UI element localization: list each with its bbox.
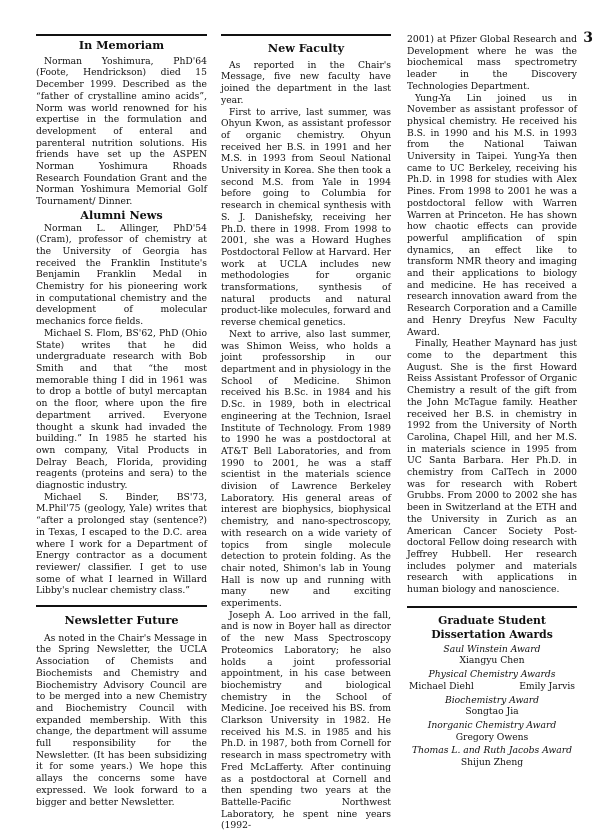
dissertation-awards-section (407, 606, 577, 769)
alumni-paragraph: Michael S. Flom, BS'62, PhD (Ohio State) writes that he did undergraduate research with Bob Smith and that “the most memorable thing I did in 1961 was to drop a bottle of butyl mercaptan on the floor, where upon the fire department arrived. Everyone thought a skunk had invaded the building.” In 1985 he started his own company, Vital Products in Delray Beach, Florida, providing reagents (proteins and sera) to the diagnostic industry. (36, 327, 207, 492)
award-winner: Gregory Owens (455, 731, 529, 743)
memoriam-paragraph: Norman Yoshimura, PhD'64 (Foote, Hendrickson) died 15 December 1999. Described as the “father of crystalline amino acids”, Norm was world renowned for his expertise in the formulation and development of enteral and parenteral nutrition solutions. His friends have set up the ASPEN Norman Yoshimura Rhoads Research Foundation Grant and the Norman Yoshimura Memorial Golf Tournament/ Dinner. (36, 55, 207, 208)
new-faculty-paragraph: First to arrive, last summer, was Ohyun Kwon, as assistant professor of organic chemistry. Ohyun received her B.S. in 1991 and her M.S. in 1993 from Seoul National University in Korea. She then took a second M.S. from Yale in 1994 before going to Columbia for research in chemical synthesis with S. J. Danishefsky, receiving her Ph.D. there in 1998. From 1998 to 2001, she was a Howard Hughes Postdoctoral Fellow at Harvard. Her work at UCLA includes new methodologies for organic transformations, synthesis of natural products and natural product-like molecules, forward and reverse chemical genetics. (221, 106, 391, 329)
award-title: Biochemistry Award (444, 694, 540, 706)
awards-heading-line1: Graduate Student (438, 613, 546, 627)
alumni-paragraph: Michael S. Binder, BS'73, M.Phil'75 (geology, Yale) writes that “after a prolonged stay (sentence?) in Texas, I escaped to the D.C. area where I work for a Department of Energy contractor as a document reviewer/ classifier. I get to use some of what I learned in Willard Libby's nuclear chemistry class.” (36, 491, 207, 597)
new-faculty-heading: New Faculty (267, 41, 345, 55)
section-rule (36, 34, 207, 36)
column-middle (221, 34, 391, 832)
award-title: Thomas L. and Ruth Jacobs Award (411, 745, 573, 757)
newsletter-future-paragraph: As noted in the Chair's Message in the Spring Newsletter, the UCLA Association of Chemists and Biochemists and Chemistry and Biochemistry Advisory Council are to be merged into a new Chemistry and Biochemistry Council with expanded membership. With this change, the department will assume full responsibility for the Newsletter. (It has been subsidizing it for some years.) We hope this allays the concerns some have expressed. We look forward to a bigger and better Newsletter. (36, 632, 207, 808)
award-winner: Michael Diehl (409, 680, 474, 692)
page-number: 3 (583, 30, 593, 46)
new-faculty-paragraph: Finally, Heather Maynard has just come to the department this August. She is the first Howard Reiss Assistant Professor of Organic Chemistry a result of the gift from the John McTague family. Heather received her B.S. in chemistry in 1992 from the University of North Carolina, Chapel Hill, and her M.S. in materials science in 1995 from UC Santa Barbara. Her Ph.D. in chemistry from CalTech in 2000 was for research with Robert Grubbs. From 2000 to 2002 she has been in Switzerland at the ETH and the University in Zurich as an American Cancer Society Post-doctoral Fellow doing research with Jeffrey Hubbell. Her research includes polymer and materials research with applications in human biology and nanoscience. (407, 338, 577, 596)
continued-paragraph: 2001) at Pfizer Global Research and Development where he was the biochemical mass spectrometry leader in the Discovery Technologies Department. (407, 34, 577, 92)
award-title: Physical Chemistry Awards (428, 669, 556, 681)
column-right (407, 34, 577, 769)
award-winner-pair (407, 681, 577, 693)
award-title: Inorganic Chemistry Award (427, 719, 557, 731)
awards-heading-line2: Dissertation Awards (431, 627, 553, 641)
section-rule (407, 606, 577, 608)
award-title: Saul Winstein Award (443, 643, 541, 655)
new-faculty-paragraph: Yung-Ya Lin joined us in November as assistant professor of physical chemistry. He received his B.S. in 1990 and his M.S. in 1993 from the National Taiwan University in Taipei. Yung-Ya then came to UC Berkeley, receiving his Ph.D. in 1998 for studies with Alex Pines. From 1998 to 2001 he was a postdoctoral fellow with Warren Warren at Princeton. He has shown how chaotic effects can provide powerful amplification of spin dynamics, an effect like to transform NMR theory and imaging and their applications to biology and medicine. He has received a research innovation award from the Research Corporation and a Camille and Henry Dreyfus New Faculty Award. (407, 92, 577, 338)
column-left (36, 34, 207, 808)
award-winner: Emily Jarvis (519, 680, 575, 692)
alumni-news-heading: Alumni News (80, 207, 163, 222)
in-memoriam-heading: In Memoriam (78, 38, 165, 52)
award-winner: Xiangyu Chen (459, 655, 525, 667)
award-winner: Songtao Jia (465, 706, 519, 718)
section-rule (36, 605, 207, 607)
alumni-paragraph: Norman L. Allinger, PhD'54 (Cram), professor of chemistry at the University of Georgia has received the Franklin Institute's Benjamin Franklin Medal in Chemistry for his pioneering work in computational chemistry and the development of molecular mechanics force fields. (36, 222, 207, 328)
award-winner: Shijun Zheng (460, 757, 524, 769)
new-faculty-paragraph: As reported in the Chair's Message, five new faculty have joined the department in the last year. (221, 59, 391, 106)
new-faculty-paragraph: Next to arrive, also last summer, was Shimon Weiss, who holds a joint professorship in our department and in physiology in the School of Medicine. Shimon received his B.Sc. in 1984 and his D.Sc. in 1989, both in electrical engineering at the Technion, Israel Institute of Technology. From 1989 to 1990 he was a postdoctoral at AT&T Bell Laboratories, and from 1990 to 2001, he was a staff scientist in the materials science division of Lawrence Berkeley Laboratory. His general areas of interest are biophysics, biophysical chemistry, and nano-spectroscopy, with research on a wide variety of topics from single molecule detection to protein folding. As the chair noted, Shimon's lab in Young Hall is now up and running with many new and exciting experiments. (221, 328, 391, 610)
section-rule (221, 34, 391, 36)
newsletter-future-heading: Newsletter Future (64, 613, 179, 628)
new-faculty-paragraph: Joseph A. Loo arrived in the fall, and is now in Boyer hall as director of the new Mass Spectroscopy Proteomics Laboratory; he also holds a joint professorial appointment, in his case between biochemistry and biological chemistry in the School of Medicine. Joe received his BS. from Clarkson University in 1982. He received his M.S. in 1985 and his Ph.D. in 1987, both from Cornell for research in mass spectrometry with Fred McLafferty. After continuing as a postdoctoral at Cornell and then spending two years at the Battelle-Pacific Northwest Laboratory, he spent nine years (1992- (221, 609, 391, 832)
